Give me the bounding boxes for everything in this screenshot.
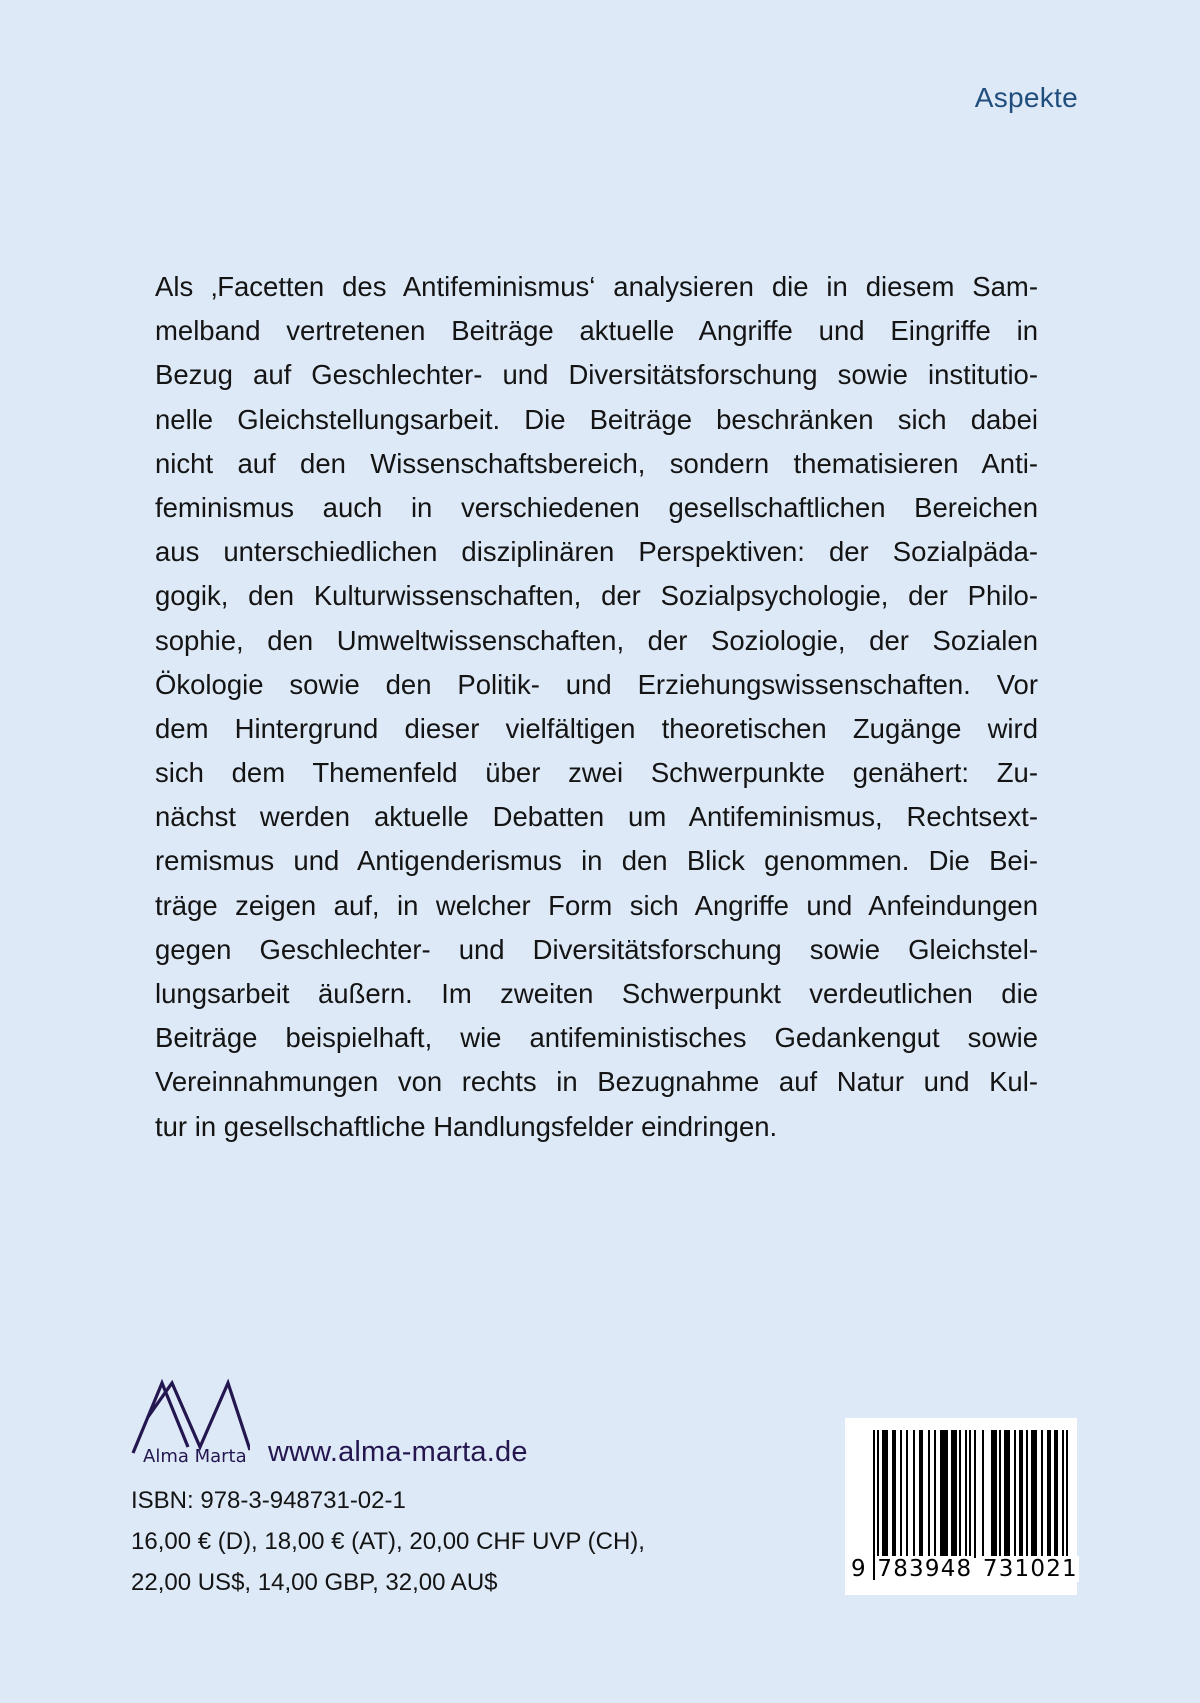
blurb-line: nelle Gleichstellungsarbeit. Die Beiträge beschränken sich dabei	[155, 403, 1038, 435]
blurb-line: sophie, den Umweltwissenschaften, der Soziologie, der Sozialen	[155, 624, 1038, 656]
blurb-line: nicht auf den Wissenschaftsbereich, sondern thematisieren Anti-	[155, 447, 1038, 479]
blurb-line: remismus und Antigenderismus in den Blick genommen. Die Bei-	[155, 845, 1038, 877]
blurb-line: aus unterschiedlichen disziplinären Perspektiven: der Sozialpäda-	[155, 536, 1038, 568]
barcode	[845, 1418, 1077, 1595]
barcode-number	[850, 1556, 1079, 1582]
blurb-line: dem Hintergrund dieser vielfältigen theoretischen Zugänge wird	[155, 712, 1038, 744]
blurb-line: feminismus auch in verschiedenen gesellschaftlichen Bereichen	[155, 491, 1038, 523]
blurb-text	[155, 265, 1038, 1149]
blurb-line: Beiträge beispielhaft, wie antifeministisches Gedankengut sowie	[155, 1022, 1038, 1054]
blurb-line: gogik, den Kulturwissenschaften, der Sozialpsychologie, der Philo-	[155, 580, 1038, 612]
blurb-line: sich dem Themenfeld über zwei Schwerpunkte genähert: Zu-	[155, 757, 1038, 789]
publisher-website-link[interactable]: www.alma-marta.de	[268, 1436, 528, 1468]
blurb-line: gegen Geschlechter- und Diversitätsforschung sowie Gleichstel-	[155, 933, 1038, 965]
price-line: 22,00 US$, 14,00 GBP, 32,00 AU$	[131, 1569, 498, 1596]
blurb-line: lungsarbeit äußern. Im zweiten Schwerpunkt verdeutlichen die	[155, 978, 1038, 1009]
book-info	[131, 1480, 645, 1603]
blurb-line: nächst werden aktuelle Debatten um Antifeminismus, Rechtsext-	[155, 801, 1038, 833]
price-line: 16,00 € (D), 18,00 € (AT), 20,00 CHF UVP (CH),	[131, 1528, 645, 1555]
blurb-line: Vereinnahmungen von rechts in Bezugnahme auf Natur und Kul-	[155, 1066, 1038, 1098]
publisher-logo-name: Alma Marta	[143, 1446, 247, 1467]
blurb-line: Bezug auf Geschlechter- und Diversitätsforschung sowie institutio-	[155, 359, 1038, 391]
blurb-line: tur in gesellschaftliche Handlungsfelder eindringen.	[155, 1110, 778, 1142]
series-label: Aspekte	[974, 82, 1078, 113]
blurb-line: träge zeigen auf, in welcher Form sich Angriffe und Anfeindungen	[155, 889, 1038, 921]
blurb-line: Als ‚Facetten des Antifeminismus‘ analysieren die in diesem Sam-	[155, 271, 1038, 302]
barcode-left-group: 783948	[877, 1556, 973, 1582]
barcode-lead-digit: 9	[851, 1556, 867, 1582]
isbn-text: ISBN: 978-3-948731-02-1	[131, 1487, 406, 1514]
publisher-logo	[130, 1375, 250, 1470]
blurb-line: melband vertretenen Beiträge aktuelle Angriffe und Eingriffe in	[155, 315, 1038, 347]
alma-marta-mountain-logo-icon	[130, 1375, 250, 1455]
blurb-line: Ökologie sowie den Politik- und Erziehungswissenschaften. Vor	[155, 668, 1038, 700]
barcode-right-group: 731021	[982, 1556, 1078, 1582]
